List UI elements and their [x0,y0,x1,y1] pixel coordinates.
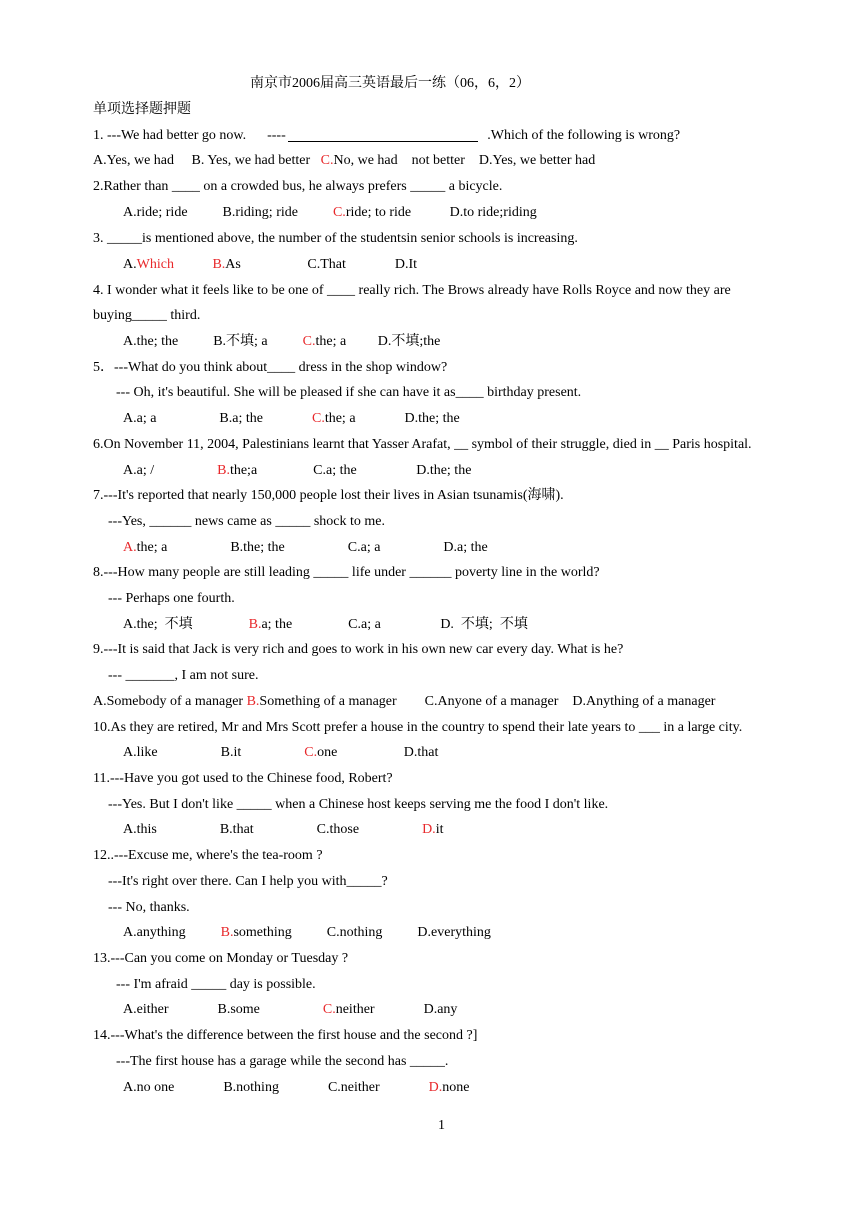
line-text: A.Somebody of a manager [93,694,247,709]
answer-key-marker: C. [332,205,346,220]
line-text: A.either B.some [123,1002,323,1017]
line-text: --- No, thanks. [108,900,190,915]
line-text: ride; to ride D.to ride;riding [345,205,537,220]
line-text: 7.---It's reported that nearly 150,000 people lost their lives in Asian tsunamis(海啸). [93,488,564,503]
text-line [116,976,316,994]
line-text: 1. ---We had better go now. ---- [93,128,286,143]
line-text: 5．---What do you think about____ dress in the shop window? [93,360,448,375]
line-text: the; a D.the; the [324,411,460,426]
section-heading: 单项选择题押题 [93,102,191,117]
text-line [116,384,581,402]
text-line [93,770,393,788]
line-text: 12..---Excuse me, where's the tea-room ? [93,848,323,863]
text-line [93,178,502,196]
answer-key-marker: Which [136,257,174,272]
line-text: ---It's right over there. Can I help you with_____? [108,874,388,889]
text-line [108,796,608,814]
answer-blank [288,127,478,142]
text-line [93,487,564,505]
text-line [108,667,258,685]
answer-key-marker: D. [428,1080,443,1095]
text-line [123,744,438,762]
line-text [174,257,213,272]
text-line [123,1079,470,1097]
answer-key-marker: B. [248,617,262,632]
text-line [123,924,491,942]
line-text: the; a B.the; the C.a; a D.a; the [136,540,488,555]
text-line [123,539,488,557]
line-text: 3. _____is mentioned above, the number of the studentsin senior schools is increasing. [93,231,578,246]
answer-key-marker: B. [246,694,260,709]
text-line [93,847,323,865]
line-text: 8.---How many people are still leading _____ life under ______ poverty line in the world? [93,565,600,580]
line-text: buying_____ third. [93,308,201,323]
answer-key-marker: C. [320,153,334,168]
line-text: A.a; a B.a; the [123,411,312,426]
line-text: --- Oh, it's beautiful. She will be pleased if she can have it as____ birthday present. [116,385,582,400]
line-text: A.no one B.nothing C.neither [123,1080,429,1095]
line-text: ---Yes. But I don't like _____ when a Chinese host keeps serving me the food I don't like. [108,797,609,812]
answer-key-marker: C. [311,411,325,426]
line-text: ---Yes, ______ news came as _____ shock to me. [108,514,385,529]
text-line [123,204,537,222]
line-text: it [435,822,444,837]
text-line [93,564,600,582]
answer-key-marker: C. [304,745,318,760]
line-text: --- I'm afraid _____ day is possible. [116,977,316,992]
line-text: As C.That D.It [225,257,418,272]
answer-key-marker: B. [212,257,226,272]
text-line [93,359,447,377]
line-text: A.the; 不填 [123,617,249,632]
line-text: Something of a manager C.Anyone of a manager D.Anything of a manager [259,694,716,709]
text-line [123,410,460,428]
text-line [123,333,440,351]
line-text: --- Perhaps one fourth. [108,591,235,606]
answer-key-marker: C. [302,334,316,349]
text-line [123,256,417,274]
line-text: one D.that [317,745,439,760]
answer-key-marker: C. [322,1002,336,1017]
line-text: the; a D.不填;the [315,334,441,349]
text-line [93,436,752,454]
line-text: 10.As they are retired, Mr and Mrs Scott prefer a house in the country to spend their late years to ___ in a large city. [93,720,743,735]
text-line [93,230,578,248]
line-text: A.anything [123,925,221,940]
text-line [123,1001,457,1019]
line-text: 9.---It is said that Jack is very rich and goes to work in his own new car every day. What is he? [93,642,624,657]
page-number: 1 [438,1118,445,1133]
text-line [93,127,680,145]
line-text: 6.On November 11, 2004, Palestinians learnt that Yasser Arafat, __ symbol of their struggle, died in __ Paris hospital. [93,437,752,452]
line-text: 11.---Have you got used to the Chinese food, Robert? [93,771,393,786]
line-text: A.like B.it [123,745,305,760]
line-text: neither D.any [335,1002,458,1017]
answer-key-marker: B. [220,925,234,940]
text-line [108,590,235,608]
text-line [93,950,348,968]
answer-key-marker: D. [422,822,436,837]
text-line [108,513,385,531]
line-text: 4. I wonder what it feels like to be one of ____ really rich. The Brows already have Rolls Royce and now they are [93,283,731,298]
line-text: 2.Rather than ____ on a crowded bus, he always prefers _____ a bicycle. [93,179,503,194]
line-text: A.ride; ride B.riding; ride [123,205,333,220]
text-line [123,462,471,480]
line-text: A. [123,257,137,272]
text-line [123,821,443,839]
line-text: A.this B.that C.those [123,822,423,837]
text-line [93,282,731,300]
answer-key-marker: A. [123,540,137,555]
line-text: something C.nothing D.everything [233,925,491,940]
line-text: a; the C.a; a D. 不填; 不填 [261,617,528,632]
line-text: none [442,1080,470,1095]
line-text: 14.---What's the difference between the first house and the second ?] [93,1028,478,1043]
text-line [123,616,528,634]
text-line [93,641,623,659]
line-text: the;a C.a; the D.the; the [229,463,472,478]
line-text: ---The first house has a garage while the second has _____. [116,1054,449,1069]
line-text: 13.---Can you come on Monday or Tuesday ? [93,951,349,966]
text-line [93,152,595,170]
text-line [116,1053,448,1071]
line-text: A.a; / [123,463,218,478]
text-line [108,873,388,891]
line-text: .Which of the following is wrong? [483,128,681,143]
line-text: --- _______, I am not sure. [108,668,259,683]
answer-key-marker: B. [217,463,230,478]
text-line [93,719,742,737]
page-title: 南京市2006届高三英语最后一练（06，6，2） [250,76,530,91]
text-line [93,307,200,325]
text-line [93,1027,477,1045]
line-text: No, we had not better D.Yes, we better had [333,153,596,168]
text-line [93,693,715,711]
line-text: A.the; the B.不填; a [123,334,303,349]
line-text: A.Yes, we had B. Yes, we had better [93,153,321,168]
text-line [108,899,190,917]
